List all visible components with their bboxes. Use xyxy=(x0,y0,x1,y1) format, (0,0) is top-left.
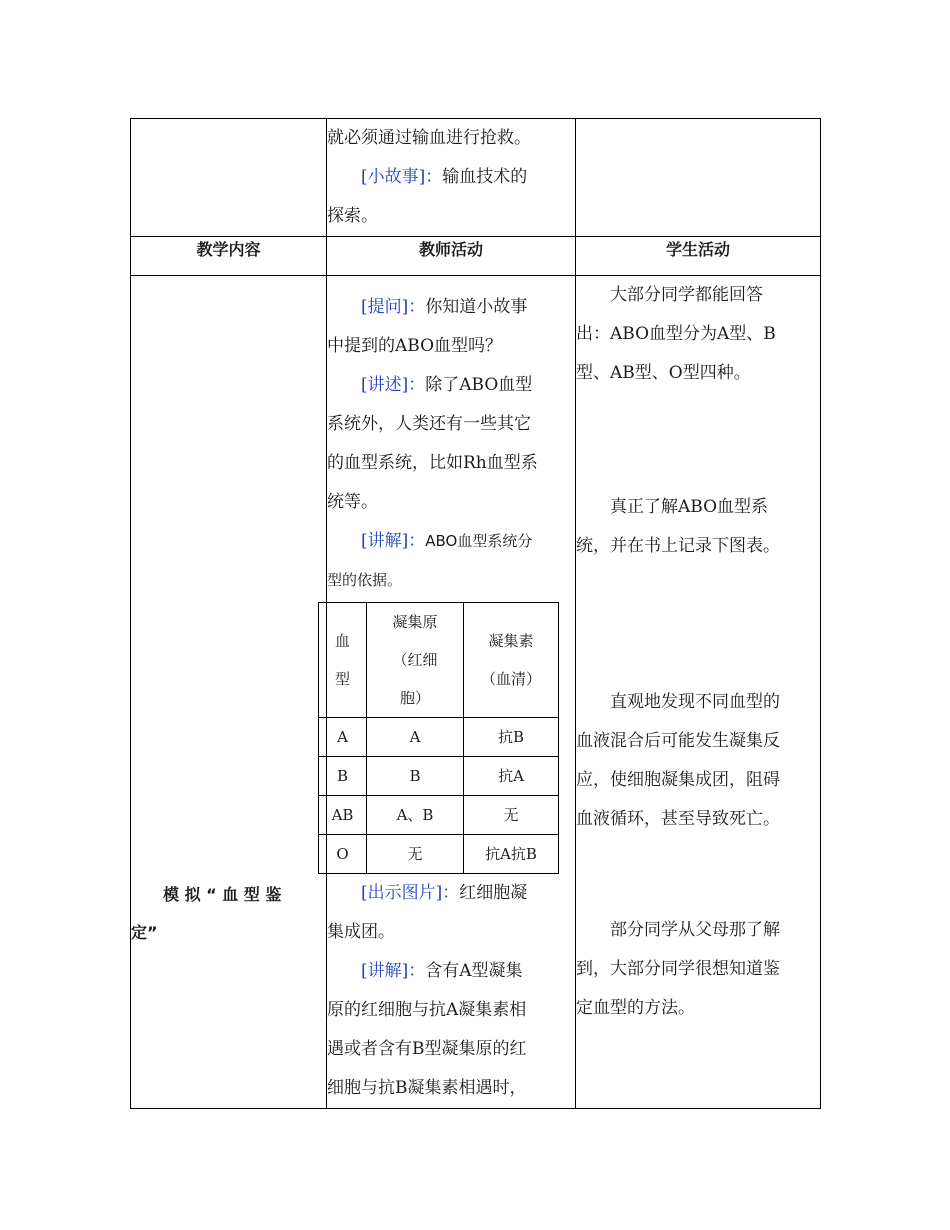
lesson-plan-table xyxy=(130,118,821,1109)
cell-blood-type: B xyxy=(319,757,367,796)
table-row xyxy=(319,835,559,874)
cell-agglutinogen: 无 xyxy=(367,835,464,874)
student-line: 出：ABO血型分为A型、B xyxy=(576,324,776,344)
question-line: 中提到的ABO血型吗？ xyxy=(327,336,503,356)
header-teacher: 教师活动 xyxy=(327,237,576,276)
cell-agglutinin: 抗A xyxy=(464,757,559,796)
explanation2-line: [讲解]：含有A型凝集 xyxy=(361,961,523,981)
section-row xyxy=(131,276,821,1109)
blood-type-table xyxy=(318,602,559,874)
teacher-line: 探索。 xyxy=(327,206,378,226)
narration-line: 的血型系统，比如Rh血型系 xyxy=(327,453,538,473)
student-line: 直观地发现不同血型的 xyxy=(610,692,780,712)
narration-line: 统等。 xyxy=(327,492,378,512)
explanation2-line: 细胞与抗B凝集素相遇时， xyxy=(327,1078,527,1098)
student-line: 应，使细胞凝集成团，阻碍 xyxy=(576,770,780,790)
topic-title-line1: 模 拟 “ 血 型 鉴 xyxy=(163,885,282,904)
blood-table-header xyxy=(319,603,559,718)
explanation2-line: 遇或者含有B型凝集原的红 xyxy=(327,1039,527,1059)
topic-cell xyxy=(131,276,327,1109)
question-line: [提问]：你知道小故事 xyxy=(361,297,528,317)
cell-agglutinin: 无 xyxy=(464,796,559,835)
teacher-line: 就必须通过输血进行抢救。 xyxy=(327,128,531,148)
narration-line: 系统外，人类还有一些其它 xyxy=(327,414,531,434)
student-line: 血液循环，甚至导致死亡。 xyxy=(576,809,780,829)
table-row xyxy=(319,757,559,796)
activity-tag: [讲解]： xyxy=(361,961,426,981)
activity-tag: [出示图片]： xyxy=(361,883,460,903)
student-line: 部分同学从父母那了解 xyxy=(610,920,780,940)
cell-agglutinogen: A xyxy=(367,718,464,757)
teacher-line: [小故事]：输血技术的 xyxy=(361,167,528,187)
picture-line: [出示图片]：红细胞凝 xyxy=(361,883,528,903)
header-agglutinogen: 凝集原 （红细 胞） xyxy=(367,603,464,718)
header-blood-type: 血 型 xyxy=(319,603,367,718)
student-line: 型、AB型、O型四种。 xyxy=(576,363,751,383)
continuation-row xyxy=(131,119,821,237)
cell-blood-type: AB xyxy=(319,796,367,835)
activity-tag: [小故事]： xyxy=(361,167,443,187)
table-row xyxy=(319,718,559,757)
student-activity-cell xyxy=(576,276,821,1109)
activity-tag: [讲述]： xyxy=(361,375,426,395)
continuation-topic-cell xyxy=(131,119,327,237)
table-row xyxy=(319,796,559,835)
cell-agglutinogen: A、B xyxy=(367,796,464,835)
topic-title-line2: 定” xyxy=(131,923,158,942)
header-row xyxy=(131,237,821,276)
continuation-student-cell xyxy=(576,119,821,237)
picture-line: 集成团。 xyxy=(327,922,395,942)
cell-agglutinin: 抗B xyxy=(464,718,559,757)
student-line: 定血型的方法。 xyxy=(576,998,695,1018)
cell-agglutinogen: B xyxy=(367,757,464,796)
cell-agglutinin: 抗A抗B xyxy=(464,835,559,874)
cell-blood-type: A xyxy=(319,718,367,757)
continuation-teacher-cell xyxy=(327,119,576,237)
student-line: 真正了解ABO血型系 xyxy=(610,497,769,517)
student-line: 血液混合后可能发生凝集反 xyxy=(576,731,780,751)
teacher-activity-cell xyxy=(327,276,576,1109)
narration-line: [讲述]：除了ABO血型 xyxy=(361,375,533,395)
explanation-line: 型的依据。 xyxy=(327,571,403,589)
header-student: 学生活动 xyxy=(576,237,821,276)
student-line: 到，大部分同学很想知道鉴 xyxy=(576,959,780,979)
explanation2-line: 原的红细胞与抗A凝集素相 xyxy=(327,1000,527,1020)
activity-tag: [讲解]： xyxy=(361,531,426,551)
header-agglutinin: 凝集素 （血清） xyxy=(464,603,559,718)
explanation-line: [讲解]：ABO血型系统分 xyxy=(361,531,533,551)
cell-blood-type: O xyxy=(319,835,367,874)
header-content: 教学内容 xyxy=(131,237,327,276)
student-line: 大部分同学都能回答 xyxy=(610,285,763,305)
student-line: 统，并在书上记录下图表。 xyxy=(576,536,780,556)
activity-tag: [提问]： xyxy=(361,297,426,317)
